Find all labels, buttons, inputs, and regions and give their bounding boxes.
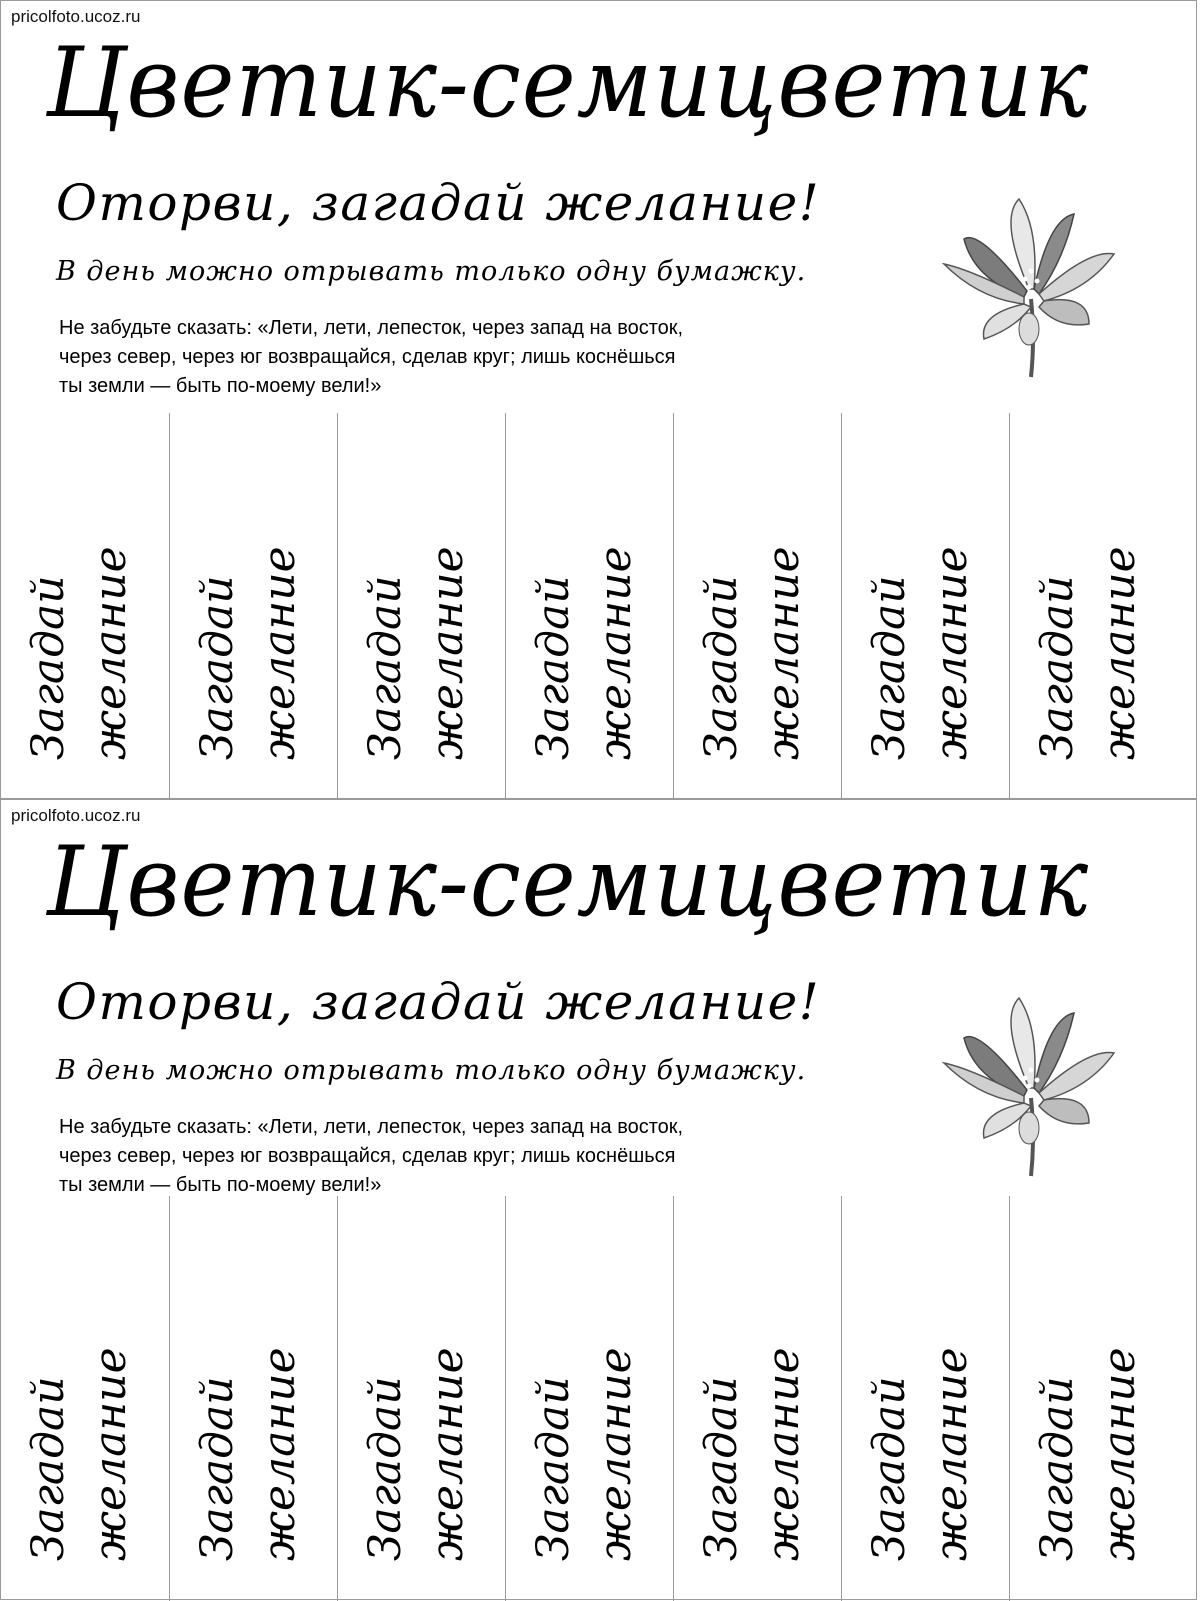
strip-word-wish: желание <box>422 546 473 760</box>
flyer-subtitle: Оторви, загадай желание! <box>56 973 821 1031</box>
tear-strip[interactable] <box>337 413 505 800</box>
flyer-note: В день можно отрывать только одну бумажку. <box>56 256 807 287</box>
strip-word-wish: желание <box>254 546 305 760</box>
tear-strip[interactable] <box>505 413 673 800</box>
strip-word-wish: желание <box>926 546 977 760</box>
strip-word-make: Загадай <box>192 575 243 760</box>
strip-word-wish: желание <box>758 546 809 760</box>
tear-strips <box>1 413 1198 800</box>
tear-strip[interactable] <box>1009 413 1198 800</box>
strip-word-wish: желание <box>85 1347 136 1561</box>
spell-line: через север, через юг возвращайся, сделав круг; лишь коснёшься <box>59 346 676 368</box>
flyer-title: Цветик-семицветик <box>46 27 1089 139</box>
flower-icon <box>939 988 1119 1178</box>
strip-word-wish: желание <box>85 546 136 760</box>
tear-strip[interactable] <box>1 413 169 800</box>
site-url: pricolfoto.ucoz.ru <box>11 7 141 26</box>
spell-line: ты земли — быть по-моему вели!» <box>59 375 382 397</box>
strip-word-make: Загадай <box>192 1376 243 1561</box>
strip-word-make: Загадай <box>23 575 74 760</box>
tear-strip[interactable] <box>505 1196 673 1601</box>
strip-word-make: Загадай <box>1032 575 1083 760</box>
tear-strip[interactable] <box>1009 1196 1198 1601</box>
tear-strip[interactable] <box>337 1196 505 1601</box>
flower-icon <box>939 189 1119 379</box>
tear-strip[interactable] <box>841 1196 1009 1601</box>
tear-strip[interactable] <box>673 1196 841 1601</box>
strip-word-make: Загадай <box>696 1376 747 1561</box>
tear-strip[interactable] <box>841 413 1009 800</box>
spell-text <box>59 1113 859 1200</box>
tear-strip[interactable] <box>1 1196 169 1601</box>
tear-strip[interactable] <box>169 413 337 800</box>
strip-word-make: Загадай <box>864 1376 915 1561</box>
tear-strip[interactable] <box>169 1196 337 1601</box>
strip-word-wish: желание <box>1094 546 1145 760</box>
site-url: pricolfoto.ucoz.ru <box>11 806 141 825</box>
flyer-title: Цветик-семицветик <box>46 826 1089 938</box>
strip-word-make: Загадай <box>360 575 411 760</box>
strip-word-wish: желание <box>590 546 641 760</box>
tear-strips <box>1 1196 1198 1601</box>
spell-line: Не забудьте сказать: «Лети, лети, лепесток, через запад на восток, <box>59 1116 684 1138</box>
strip-word-make: Загадай <box>23 1376 74 1561</box>
strip-word-make: Загадай <box>1032 1376 1083 1561</box>
spell-line: Не забудьте сказать: «Лети, лети, лепесток, через запад на восток, <box>59 317 684 339</box>
spell-text <box>59 314 859 401</box>
strip-word-wish: желание <box>758 1347 809 1561</box>
strip-word-wish: желание <box>926 1347 977 1561</box>
strip-word-make: Загадай <box>864 575 915 760</box>
flyer-note: В день можно отрывать только одну бумажку. <box>56 1055 807 1086</box>
strip-word-make: Загадай <box>696 575 747 760</box>
flyer-subtitle: Оторви, загадай желание! <box>56 174 821 232</box>
strip-word-wish: желание <box>254 1347 305 1561</box>
strip-word-wish: желание <box>590 1347 641 1561</box>
strip-word-wish: желание <box>1094 1347 1145 1561</box>
flyer-top <box>0 0 1197 799</box>
spell-line: ты земли — быть по-моему вели!» <box>59 1174 382 1196</box>
strip-word-wish: желание <box>422 1347 473 1561</box>
strip-word-make: Загадай <box>360 1376 411 1561</box>
tear-strip[interactable] <box>673 413 841 800</box>
strip-word-make: Загадай <box>528 575 579 760</box>
spell-line: через север, через юг возвращайся, сделав круг; лишь коснёшься <box>59 1145 676 1167</box>
flyer-bottom <box>0 799 1197 1600</box>
strip-word-make: Загадай <box>528 1376 579 1561</box>
